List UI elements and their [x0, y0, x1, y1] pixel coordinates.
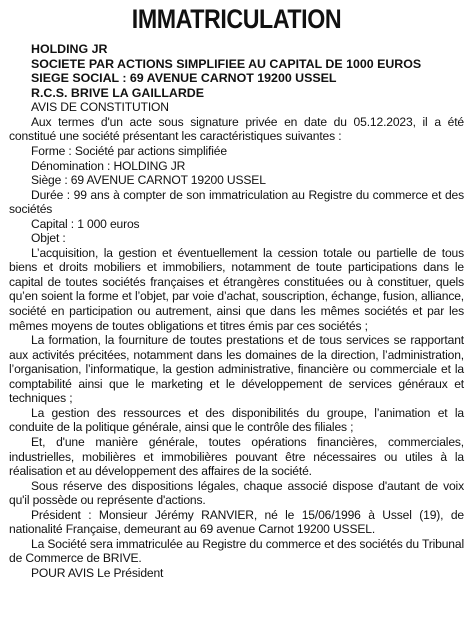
- objet-paragraph: La formation, la fourniture de toutes prestations et de tous services se rapportant aux activités précitées, notamment dans les domaines de la direction, l’administration, l’organisation, l’informatique, la gestion administrative, financière ou commerciale et la comptabilité ainsi que le marketing et le développement de services généraux et techniques ;: [9, 333, 464, 406]
- president-paragraph: Président : Monsieur Jérémy RANVIER, né le 15/06/1996 à Ussel (19), de nationalité Française, demeurant au 69 avenue Carnot 19200 USSEL.: [9, 507, 464, 537]
- notice-type: AVIS DE CONSTITUTION: [31, 100, 169, 115]
- siege-line: Siège : 69 AVENUE CARNOT 19200 USSEL: [31, 173, 266, 188]
- denomination-line: Dénomination : HOLDING JR: [31, 158, 186, 173]
- notice-title: IMMATRICULATION: [131, 4, 342, 34]
- capital-line: Capital : 1 000 euros: [31, 216, 140, 231]
- company-rcs: R.C.S. BRIVE LA GAILLARDE: [31, 85, 205, 100]
- company-form-capital: SOCIETE PAR ACTIONS SIMPLIFIEE AU CAPITAL DE 1000 EUROS: [31, 56, 422, 71]
- objet-paragraph: Et, d'une manière générale, toutes opérations financières, commerciales, industrielles, mobilières et immobilières pouvant être nécessaires ou utiles à la réalisation et au développement des affaires de la société.: [9, 434, 464, 479]
- immatriculation-paragraph: La Société sera immatriculée au Registre du commerce et des sociétés du Tribunal de Commerce de BRIVE.: [9, 536, 464, 566]
- objet-paragraph: La gestion des ressources et des disponibilités du groupe, l’animation et la conduite de la politique générale, ainsi que le contrôle des filiales ;: [9, 405, 464, 435]
- company-head-office: SIEGE SOCIAL : 69 AVENUE CARNOT 19200 USSEL: [31, 71, 337, 86]
- intro-paragraph: Aux termes d'un acte sous signature privée en date du 05.12.2023, il a été constitué une société présentant les caractéristiques suivantes :: [9, 114, 464, 144]
- forme-line: Forme : Société par actions simplifiée: [31, 144, 227, 159]
- objet-label: Objet :: [31, 231, 66, 246]
- vote-paragraph: Sous réserve des dispositions légales, chaque associé dispose d'autant de voix qu'il possède ou représente d'actions.: [9, 478, 464, 508]
- company-header: [9, 42, 464, 100]
- signature-line: POUR AVIS Le Président: [31, 565, 164, 580]
- notice-body: [9, 100, 464, 580]
- objet-paragraph: L’acquisition, la gestion et éventuellement la cession totale ou partielle de tous biens et droits mobiliers et immobiliers, notamment de toute participations dans le capital de toutes sociétés françaises et étrangères constituées ou à constituer, quels qu’en soient la forme et l’objet, par voie d’achat, souscription, échange, fusion, alliance, société en participation ou autrement, ainsi que dans les mêmes sociétés et par les mêmes moyens de toutes obligations et titres émis par ces sociétés ;: [9, 245, 464, 333]
- company-name: HOLDING JR: [31, 42, 108, 56]
- duree-line: Durée : 99 ans à compter de son immatriculation au Registre du commerce et des sociétés: [9, 187, 464, 217]
